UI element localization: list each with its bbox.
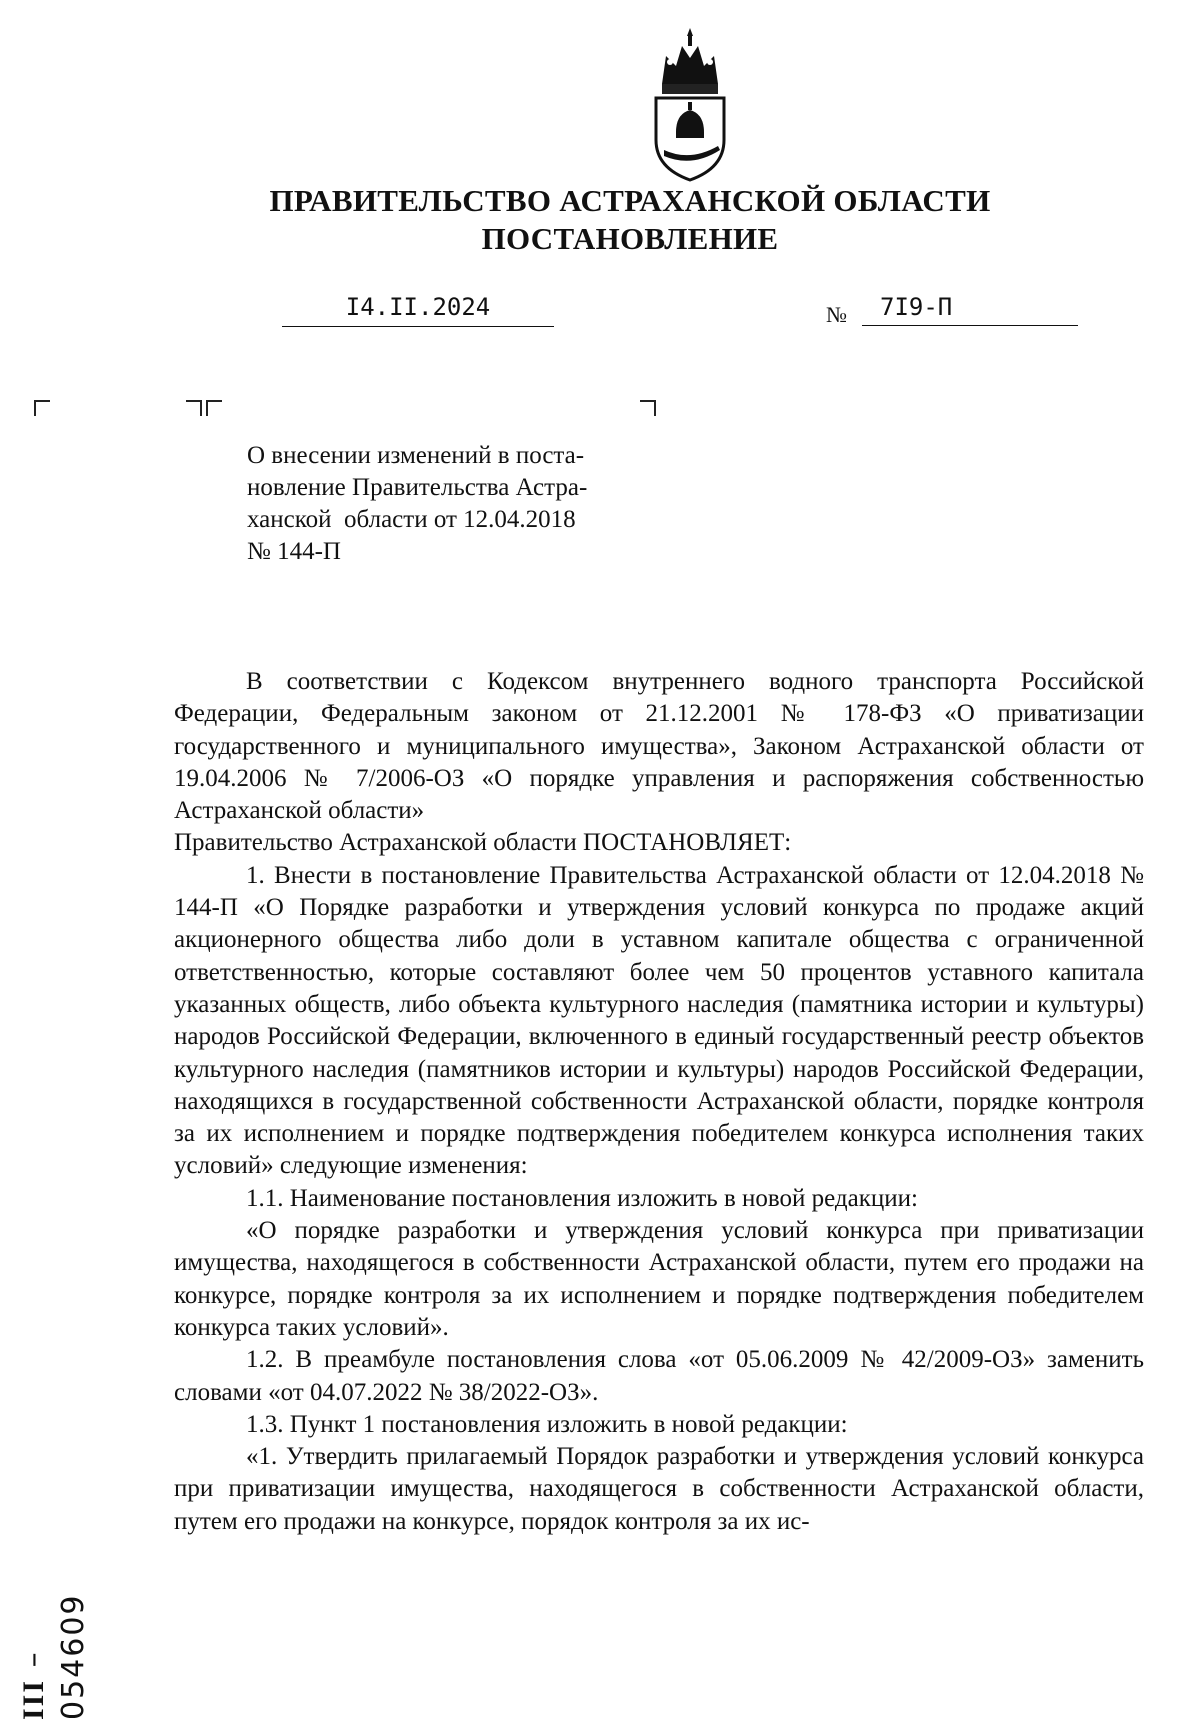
clause-1-3: 1.3. Пункт 1 постановления изложить в новой редакции: <box>246 1410 848 1438</box>
field-corner-mark <box>186 400 202 416</box>
document-body <box>174 666 1144 1538</box>
field-corner-mark <box>206 400 222 416</box>
organization-title: ПРАВИТЕЛЬСТВО АСТРАХАНСКОЙ ОБЛАСТИ <box>269 183 991 218</box>
blank-serial-number <box>14 1520 91 1720</box>
document-number: 7I9-П <box>862 288 1078 326</box>
document-header <box>200 182 1060 258</box>
field-corner-mark <box>34 400 50 416</box>
clause-1-1: 1.1. Наименование постановления изложить в новой редакции: <box>246 1184 918 1212</box>
subject-line: ханской области от 12.04.2018 <box>247 506 576 533</box>
serial-dash: – <box>16 1650 51 1668</box>
clause-1-3-quote: «1. Утвердить прилагаемый Порядок разработки и утверждения условий конкурса при приватизации имущества, находящегося в собственности Астраханской области, путем его продажи на конкурсе, порядок контроля за их ис- <box>174 1443 1144 1535</box>
document-date: I4.II.2024 <box>282 288 554 327</box>
serial-series: III <box>17 1678 50 1720</box>
clause-1-1-quote: «О порядке разработки и утверждения условий конкурса при приватизации имущества, находящегося в собственности Астраханской области, путем его продажи на конкурсе, порядке контроля за их исполнением и порядке подтверждения победителем конкурса таких условий». <box>174 1217 1144 1341</box>
resolution-line: Правительство Астраханской области ПОСТАНОВЛЯЕТ: <box>174 829 792 857</box>
clause-1: 1. Внести в постановление Правительства Астраханской области от 12.04.2018 № 144-П «О Порядке разработки и утверждения условий конкурса по продаже акций акционерного общества либо доли в уставном капитале общества с ограниченной ответственностью, которые составляют более чем 50 процентов уставного капитала указанных обществ, либо объекта культурного наследия (памятника истории и культуры) народов Российской Федерации, включенного в единый государственный реестр объектов культурного наследия (памятников истории и культуры) народов Российской Федерации, находящихся в государственной собственности Астраханской области, порядке контроля за их исполнением и порядке подтверждения победителем конкурса исполнения таких условий» следующие изменения: <box>174 861 1144 1180</box>
subject-line: О внесении изменений в поста- <box>247 442 585 469</box>
subject-line: № 144-П <box>247 538 341 565</box>
clause-1-2: 1.2. В преамбуле постановления слова «от 05.06.2009 № 42/2009-ОЗ» заменить словами «от 04.07.2022 № 38/2022-ОЗ». <box>174 1346 1144 1406</box>
document-subject <box>247 440 667 568</box>
document-type-title: ПОСТАНОВЛЕНИЕ <box>481 221 779 256</box>
serial-number: 054609 <box>56 1593 91 1720</box>
field-corner-mark <box>640 400 656 416</box>
subject-line: новление Правительства Астра- <box>247 474 588 501</box>
number-sign-label: № <box>826 302 847 327</box>
intro-paragraph: В соответствии с Кодексом внутреннего водного транспорта Российской Федерации, Федеральным законом от 21.12.2001 № 178-ФЗ «О приватизации государственного и муниципального имущества», Законом Астраханской области от 19.04.2006 № 7/2006-ОЗ «О порядке управления и распоряжения собственностью Астраханской области» <box>174 668 1144 825</box>
coat-of-arms-emblem <box>640 22 740 182</box>
